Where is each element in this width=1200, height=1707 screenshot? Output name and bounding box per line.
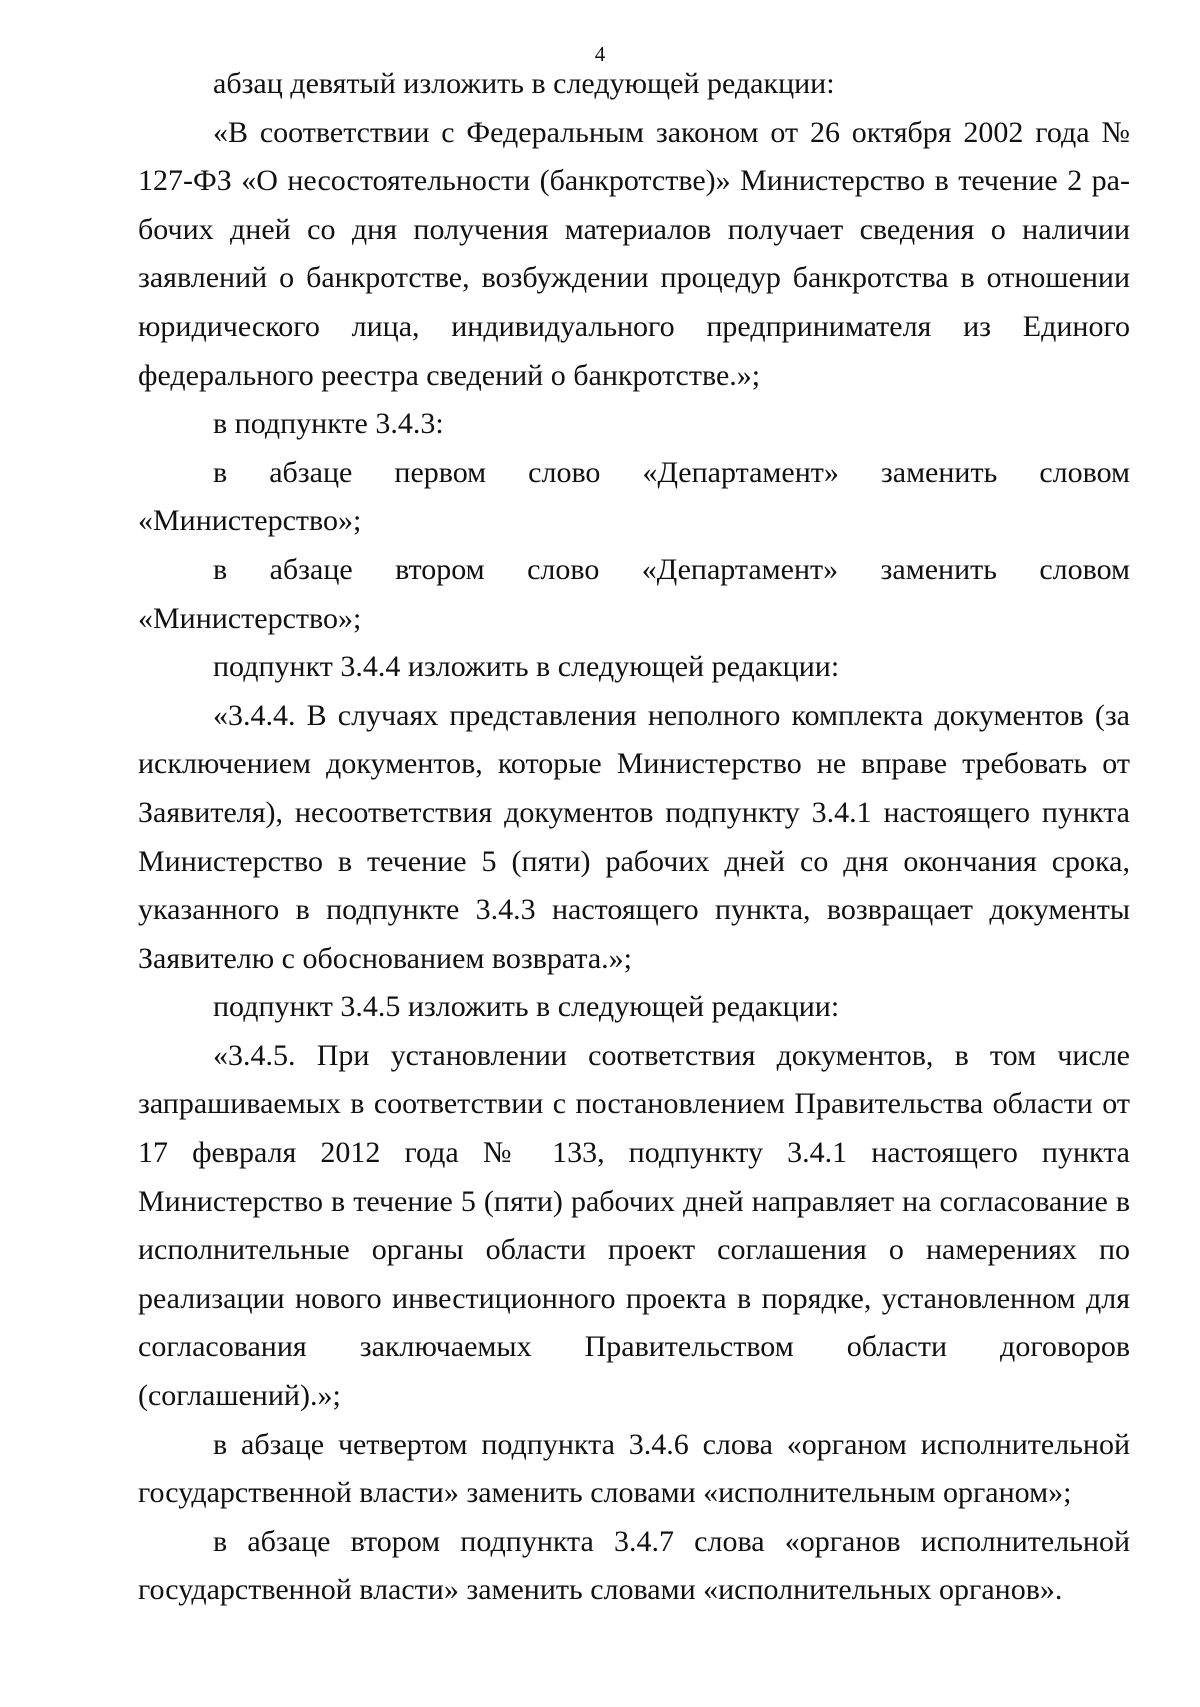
- document-body: [138, 60, 1130, 1615]
- paragraph-second-abzats-replace: в абзаце втором слово «Департамент» заменить словом «Министерство»;: [138, 552, 1130, 635]
- paragraph-subpoint-345-text: «3.4.5. При установлении соответствия документов, в том числе запрашиваемых в соответствии с постановлением Правительства области от 17 февраля 2012 года № 133, подпункту 3.4.1 настоящего пункта Министерство в течение 5 (пяти) рабочих дней направляет на согласование в исполнительные органы области проект соглашения о намерениях по реализации нового инвестиционного проекта в порядке, установленном для согласования заключаемых Правительством области договоров (соглашений).»;: [138, 1038, 1130, 1413]
- paragraph-ninth-abzats-intro: абзац девятый изложить в следующей редакции:: [213, 67, 835, 100]
- paragraph-subpoint-344-text: «3.4.4. В случаях представления неполного комплекта документов (за исключением документов, которые Министерство не вправе требовать от Заявителя), несоответствия документов подпункту 3.4.1 настоящего пункта Министерство в течение 5 (пяти) рабочих дней со дня окончания срока, указанного в подпункте 3.4.3 настоящего пункта, возвращает документы Заявителю с обоснованием возврата.»;: [138, 698, 1130, 975]
- paragraph-subpoint-344-intro: подпункт 3.4.4 изложить в следующей редакции:: [213, 650, 840, 684]
- paragraph-subpoint-343-intro: в подпункте 3.4.3:: [213, 407, 444, 441]
- paragraph-first-abzats-replace: в абзаце первом слово «Департамент» заменить словом «Министерство»;: [138, 455, 1130, 538]
- paragraph-subpoint-347-change: в абзаце втором подпункта 3.4.7 слова «органов исполнительной государственной власти» заменить словами «исполнительных органов».: [138, 1524, 1130, 1607]
- paragraph-bankruptcy-quote: «В соответствии с Федеральным законом от 26 октября 2002 года № 127-ФЗ «О несостоятельности (банкротстве)» Министерство в течение 2 рабочих дней со дня получения материалов получает сведения о наличии заявлений о банкротстве, возбуждении процедур банкротства в отношении юридического лица, индивидуального предпринимателя из Единого федерального реестра сведений о банкротстве.»;: [138, 115, 1130, 392]
- paragraph-subpoint-346-change: в абзаце четвертом подпункта 3.4.6 слова «органом исполнительной государственной власти» заменить словами «исполнительным органом»;: [138, 1427, 1130, 1510]
- paragraph-subpoint-345-intro: подпункт 3.4.5 изложить в следующей редакции:: [213, 990, 840, 1024]
- page-number: 4: [594, 42, 606, 66]
